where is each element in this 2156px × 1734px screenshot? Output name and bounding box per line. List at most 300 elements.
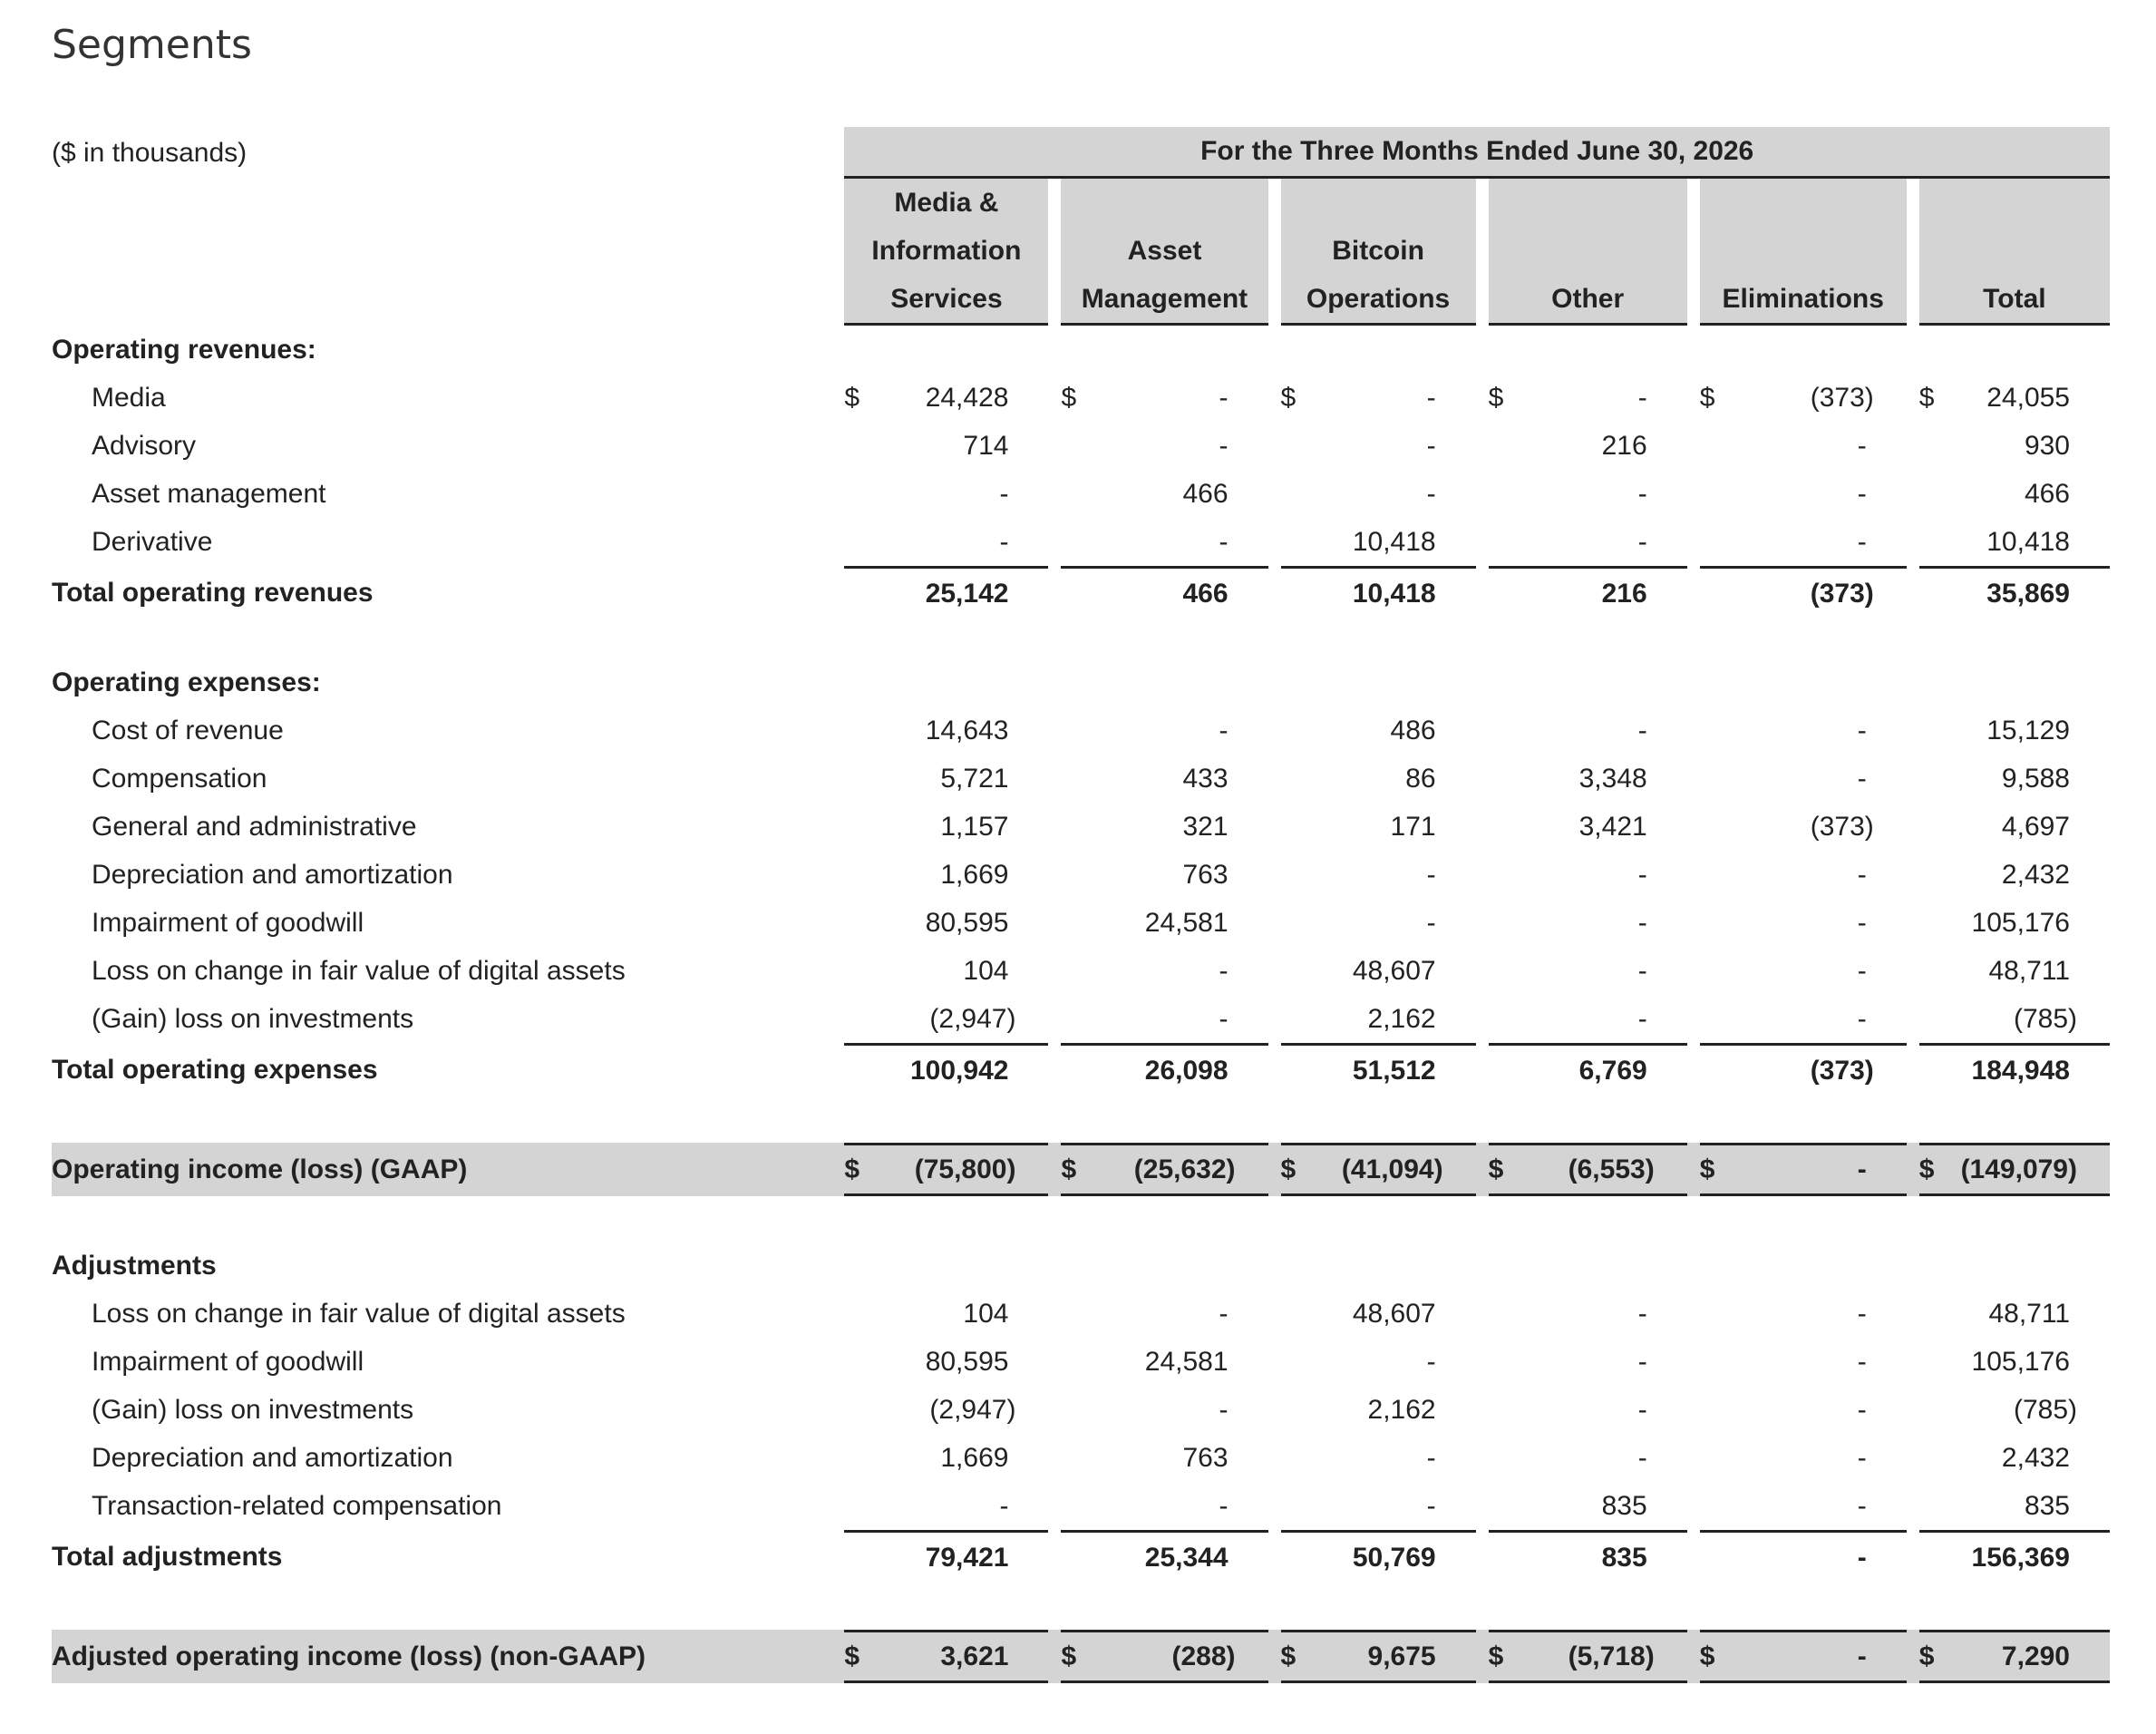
value-total: 2,432 bbox=[2001, 859, 2070, 890]
value-asset: 466 bbox=[1079, 566, 1267, 619]
currency-symbol bbox=[1919, 1530, 1937, 1583]
column-header-asset bbox=[1061, 179, 1267, 326]
value-other: 6,769 bbox=[1507, 1043, 1687, 1096]
value-asset: 24,581 bbox=[1144, 1346, 1229, 1377]
value-total bbox=[1937, 1583, 2110, 1630]
value-media bbox=[862, 658, 1048, 706]
column-header-other bbox=[1489, 179, 1687, 326]
currency-symbol bbox=[1061, 899, 1079, 947]
value-media: 80,595 bbox=[925, 907, 1009, 938]
table-row bbox=[52, 1338, 2110, 1386]
value-media: 80,595 bbox=[925, 1346, 1009, 1377]
segments-table bbox=[52, 127, 2110, 1683]
section-heading bbox=[52, 1242, 2110, 1290]
page-title: Segments bbox=[52, 22, 252, 68]
value-media: - bbox=[999, 1490, 1009, 1521]
currency-symbol bbox=[1061, 803, 1079, 851]
currency-symbol bbox=[1281, 1096, 1299, 1143]
value-media: 1,157 bbox=[940, 811, 1009, 842]
table-row bbox=[52, 374, 2110, 422]
value-bitcoin: 10,418 bbox=[1299, 566, 1476, 619]
row-label bbox=[52, 1196, 844, 1242]
currency-symbol bbox=[1489, 1290, 1507, 1338]
value-asset: - bbox=[1219, 1490, 1229, 1521]
value-elim bbox=[1718, 326, 1907, 374]
value-total: 184,948 bbox=[1937, 1043, 2110, 1096]
value-total: 4,697 bbox=[2001, 811, 2070, 842]
currency-symbol bbox=[1700, 1242, 1718, 1290]
value-total: 15,129 bbox=[1986, 715, 2070, 745]
column-header-elim bbox=[1700, 179, 1907, 326]
value-total: 105,176 bbox=[1971, 907, 2070, 938]
value-elim: - bbox=[1857, 1490, 1867, 1521]
currency-symbol bbox=[1061, 1096, 1079, 1143]
currency-symbol bbox=[1919, 470, 1937, 518]
value-media: (2,947) bbox=[929, 1394, 1016, 1425]
currency-symbol bbox=[1281, 995, 1299, 1043]
value-asset: (25,632) bbox=[1079, 1143, 1267, 1196]
currency-symbol bbox=[1700, 518, 1718, 566]
value-asset bbox=[1079, 1242, 1267, 1290]
currency-symbol bbox=[1919, 422, 1937, 470]
currency-symbol: $ bbox=[1919, 1630, 1937, 1683]
currency-symbol bbox=[1489, 995, 1507, 1043]
value-asset: 763 bbox=[1182, 1442, 1229, 1473]
currency-symbol bbox=[1281, 1583, 1299, 1630]
currency-symbol: $ bbox=[1919, 1143, 1937, 1196]
value-elim: - bbox=[1857, 955, 1867, 986]
highlight-row bbox=[52, 1143, 2110, 1196]
value-bitcoin: 86 bbox=[1405, 763, 1436, 794]
value-bitcoin bbox=[1299, 1242, 1476, 1290]
row-label bbox=[52, 619, 844, 658]
total-row bbox=[52, 1530, 2110, 1583]
value-total: 9,588 bbox=[2001, 763, 2070, 794]
value-elim: (373) bbox=[1718, 1043, 1907, 1096]
column-header-line: Asset bbox=[1127, 236, 1202, 266]
value-bitcoin: - bbox=[1426, 430, 1436, 461]
value-media: 104 bbox=[963, 1298, 1009, 1329]
value-elim: - bbox=[1857, 859, 1867, 890]
value-elim: - bbox=[1857, 1298, 1867, 1329]
currency-symbol: $ bbox=[1488, 382, 1504, 413]
value-total bbox=[1937, 326, 2110, 374]
currency-symbol: $ bbox=[844, 1630, 862, 1683]
value-media: 5,721 bbox=[940, 763, 1009, 794]
row-label: Advisory bbox=[92, 430, 197, 461]
currency-symbol bbox=[1281, 947, 1299, 995]
value-elim: - bbox=[1857, 478, 1867, 509]
currency-symbol bbox=[1700, 1482, 1718, 1530]
value-total: 7,290 bbox=[1937, 1630, 2110, 1683]
currency-symbol bbox=[1700, 1434, 1718, 1482]
currency-symbol bbox=[844, 518, 862, 566]
currency-symbol bbox=[844, 470, 862, 518]
spacer-row bbox=[52, 1196, 2110, 1242]
value-asset: 321 bbox=[1182, 811, 1229, 842]
value-total: 156,369 bbox=[1937, 1530, 2110, 1583]
row-label: Derivative bbox=[92, 526, 213, 557]
value-elim: - bbox=[1857, 763, 1867, 794]
currency-symbol bbox=[1700, 658, 1718, 706]
value-asset: 25,344 bbox=[1079, 1530, 1267, 1583]
value-asset: - bbox=[1219, 715, 1229, 745]
value-asset: (288) bbox=[1079, 1630, 1267, 1683]
currency-symbol bbox=[1919, 1043, 1937, 1096]
currency-symbol bbox=[1489, 566, 1507, 619]
currency-symbol bbox=[1489, 755, 1507, 803]
row-label bbox=[52, 1583, 844, 1630]
column-header-line: Media & bbox=[894, 188, 999, 218]
currency-symbol bbox=[1919, 851, 1937, 899]
value-media: 1,669 bbox=[940, 859, 1009, 890]
value-asset bbox=[1079, 1096, 1267, 1143]
value-elim: (373) bbox=[1810, 382, 1874, 413]
value-media: 24,428 bbox=[925, 382, 1009, 413]
table-row bbox=[52, 422, 2110, 470]
currency-symbol bbox=[844, 1290, 862, 1338]
value-other: (5,718) bbox=[1507, 1630, 1687, 1683]
currency-symbol bbox=[1489, 1196, 1507, 1242]
value-other: (6,553) bbox=[1507, 1143, 1687, 1196]
value-other: - bbox=[1637, 382, 1647, 413]
currency-symbol: $ bbox=[1281, 1143, 1299, 1196]
currency-symbol bbox=[844, 947, 862, 995]
value-elim: - bbox=[1857, 1003, 1867, 1034]
value-asset bbox=[1079, 658, 1267, 706]
units-label: ($ in thousands) bbox=[52, 137, 248, 168]
value-media bbox=[862, 1242, 1048, 1290]
value-other: - bbox=[1637, 859, 1647, 890]
value-elim: - bbox=[1857, 1394, 1867, 1425]
currency-symbol bbox=[1919, 755, 1937, 803]
table-row bbox=[52, 518, 2110, 566]
currency-symbol bbox=[1489, 1482, 1507, 1530]
value-elim: - bbox=[1857, 526, 1867, 557]
column-header-line bbox=[1919, 179, 2110, 227]
value-elim: - bbox=[1718, 1630, 1907, 1683]
currency-symbol bbox=[1919, 566, 1937, 619]
value-bitcoin bbox=[1299, 658, 1476, 706]
currency-symbol bbox=[1919, 706, 1937, 755]
row-label: Total adjustments bbox=[52, 1541, 283, 1572]
currency-symbol bbox=[1061, 947, 1079, 995]
value-bitcoin: 10,418 bbox=[1352, 526, 1436, 557]
currency-symbol bbox=[1919, 995, 1937, 1043]
currency-symbol bbox=[1700, 1196, 1718, 1242]
currency-symbol bbox=[844, 1196, 862, 1242]
currency-symbol bbox=[1061, 755, 1079, 803]
row-label: Operating revenues: bbox=[52, 334, 316, 365]
value-asset: 24,581 bbox=[1144, 907, 1229, 938]
currency-symbol bbox=[1700, 706, 1718, 755]
currency-symbol bbox=[1700, 755, 1718, 803]
currency-symbol bbox=[1061, 1196, 1079, 1242]
value-other: - bbox=[1637, 526, 1647, 557]
value-other: - bbox=[1637, 1394, 1647, 1425]
table-row bbox=[52, 803, 2110, 851]
currency-symbol bbox=[844, 1242, 862, 1290]
row-label: General and administrative bbox=[92, 811, 417, 842]
currency-symbol bbox=[1061, 1434, 1079, 1482]
value-other: 216 bbox=[1507, 566, 1687, 619]
value-asset: - bbox=[1219, 382, 1229, 413]
currency-symbol bbox=[1489, 470, 1507, 518]
currency-symbol bbox=[1919, 518, 1937, 566]
value-bitcoin: 486 bbox=[1390, 715, 1436, 745]
currency-symbol bbox=[1281, 658, 1299, 706]
currency-symbol bbox=[844, 706, 862, 755]
currency-symbol bbox=[1919, 658, 1937, 706]
value-bitcoin: - bbox=[1426, 478, 1436, 509]
value-other bbox=[1507, 658, 1687, 706]
value-other bbox=[1507, 1242, 1687, 1290]
currency-symbol bbox=[1281, 1434, 1299, 1482]
currency-symbol bbox=[1061, 326, 1079, 374]
currency-symbol bbox=[1061, 658, 1079, 706]
value-media bbox=[862, 1583, 1048, 1630]
value-other: - bbox=[1637, 1003, 1647, 1034]
value-bitcoin bbox=[1299, 619, 1476, 658]
highlight-row bbox=[52, 1630, 2110, 1683]
currency-symbol: $ bbox=[1489, 1630, 1507, 1683]
currency-symbol bbox=[1061, 1242, 1079, 1290]
value-media bbox=[862, 1096, 1048, 1143]
currency-symbol bbox=[1700, 995, 1718, 1043]
currency-symbol bbox=[1281, 706, 1299, 755]
currency-symbol bbox=[1919, 1338, 1937, 1386]
row-label bbox=[52, 1096, 844, 1143]
currency-symbol bbox=[1281, 1338, 1299, 1386]
value-total: 2,432 bbox=[2001, 1442, 2070, 1473]
value-asset: 26,098 bbox=[1079, 1043, 1267, 1096]
column-header-total bbox=[1919, 179, 2110, 326]
row-label: Operating income (loss) (GAAP) bbox=[52, 1143, 844, 1196]
currency-symbol bbox=[1281, 1290, 1299, 1338]
value-media: 100,942 bbox=[862, 1043, 1048, 1096]
value-other: - bbox=[1637, 715, 1647, 745]
value-total: 10,418 bbox=[1986, 526, 2070, 557]
column-header-line: Operations bbox=[1306, 284, 1451, 314]
currency-symbol: $ bbox=[844, 382, 860, 413]
currency-symbol bbox=[1700, 566, 1718, 619]
currency-symbol bbox=[844, 1583, 862, 1630]
table-row bbox=[52, 1290, 2110, 1338]
value-asset: - bbox=[1219, 430, 1229, 461]
currency-symbol: $ bbox=[1918, 382, 1935, 413]
value-asset: - bbox=[1219, 1298, 1229, 1329]
value-bitcoin: - bbox=[1426, 382, 1436, 413]
value-bitcoin: - bbox=[1426, 1346, 1436, 1377]
currency-symbol bbox=[1489, 1583, 1507, 1630]
column-header-line: Management bbox=[1081, 284, 1248, 314]
column-header-line: Other bbox=[1551, 284, 1625, 314]
currency-symbol bbox=[1489, 1434, 1507, 1482]
value-elim: - bbox=[1857, 715, 1867, 745]
value-media: 79,421 bbox=[862, 1530, 1048, 1583]
value-other: - bbox=[1637, 1442, 1647, 1473]
section-heading bbox=[52, 658, 2110, 706]
value-asset: - bbox=[1219, 1394, 1229, 1425]
value-bitcoin: (41,094) bbox=[1299, 1143, 1476, 1196]
value-media: 3,621 bbox=[862, 1630, 1048, 1683]
value-bitcoin bbox=[1299, 1583, 1476, 1630]
value-asset bbox=[1079, 326, 1267, 374]
column-header-line bbox=[1281, 179, 1476, 227]
currency-symbol bbox=[844, 1338, 862, 1386]
value-bitcoin: - bbox=[1426, 907, 1436, 938]
currency-symbol: $ bbox=[1489, 1143, 1507, 1196]
value-media: - bbox=[999, 478, 1009, 509]
value-total bbox=[1937, 658, 2110, 706]
column-header-line: Services bbox=[890, 284, 1003, 314]
currency-symbol: $ bbox=[1061, 1143, 1079, 1196]
value-other: 216 bbox=[1601, 430, 1647, 461]
value-bitcoin: - bbox=[1426, 1442, 1436, 1473]
currency-symbol bbox=[1700, 803, 1718, 851]
value-media: - bbox=[999, 526, 1009, 557]
row-label: Media bbox=[92, 382, 166, 413]
table-row bbox=[52, 470, 2110, 518]
currency-symbol bbox=[1061, 995, 1079, 1043]
currency-symbol bbox=[1489, 851, 1507, 899]
currency-symbol bbox=[1489, 706, 1507, 755]
currency-symbol bbox=[1281, 755, 1299, 803]
currency-symbol bbox=[1061, 422, 1079, 470]
value-total: (785) bbox=[2013, 1394, 2077, 1425]
column-header-line bbox=[1700, 179, 1907, 227]
currency-symbol bbox=[1281, 851, 1299, 899]
spacer-row bbox=[52, 1583, 2110, 1630]
currency-symbol bbox=[1489, 326, 1507, 374]
currency-symbol bbox=[1281, 1196, 1299, 1242]
value-other bbox=[1507, 1583, 1687, 1630]
table-row bbox=[52, 755, 2110, 803]
value-other bbox=[1507, 326, 1687, 374]
currency-symbol bbox=[844, 658, 862, 706]
currency-symbol bbox=[1061, 619, 1079, 658]
value-total: 466 bbox=[2024, 478, 2070, 509]
currency-symbol bbox=[844, 851, 862, 899]
currency-symbol bbox=[1061, 706, 1079, 755]
currency-symbol bbox=[844, 1530, 862, 1583]
value-total: 930 bbox=[2024, 430, 2070, 461]
currency-symbol bbox=[1281, 1242, 1299, 1290]
currency-symbol bbox=[1700, 619, 1718, 658]
value-bitcoin: 2,162 bbox=[1367, 1003, 1436, 1034]
value-total bbox=[1937, 1096, 2110, 1143]
section-heading bbox=[52, 326, 2110, 374]
period-header: For the Three Months Ended June 30, 2026 bbox=[844, 127, 2110, 179]
currency-symbol bbox=[1919, 803, 1937, 851]
column-header-media bbox=[844, 179, 1048, 326]
value-total: (149,079) bbox=[1937, 1143, 2110, 1196]
value-other bbox=[1507, 1196, 1687, 1242]
currency-symbol bbox=[1489, 899, 1507, 947]
currency-symbol bbox=[1700, 899, 1718, 947]
currency-symbol bbox=[1489, 947, 1507, 995]
row-label: (Gain) loss on investments bbox=[92, 1394, 414, 1425]
value-asset: - bbox=[1219, 955, 1229, 986]
value-asset: 433 bbox=[1182, 763, 1229, 794]
row-label: Loss on change in fair value of digital assets bbox=[92, 955, 626, 986]
spacer-row bbox=[52, 619, 2110, 658]
currency-symbol bbox=[1919, 947, 1937, 995]
currency-symbol bbox=[1919, 1242, 1937, 1290]
table-row bbox=[52, 947, 2110, 995]
row-label: Impairment of goodwill bbox=[92, 907, 364, 938]
table-row bbox=[52, 899, 2110, 947]
column-header-bitcoin bbox=[1281, 179, 1476, 326]
row-label: Impairment of goodwill bbox=[92, 1346, 364, 1377]
currency-symbol bbox=[844, 995, 862, 1043]
value-media: 25,142 bbox=[862, 566, 1048, 619]
currency-symbol bbox=[1700, 326, 1718, 374]
value-elim bbox=[1718, 1196, 1907, 1242]
table-row bbox=[52, 1482, 2110, 1530]
value-bitcoin bbox=[1299, 326, 1476, 374]
value-media: 104 bbox=[963, 955, 1009, 986]
currency-symbol bbox=[1489, 1043, 1507, 1096]
value-total bbox=[1937, 1196, 2110, 1242]
currency-symbol bbox=[1281, 803, 1299, 851]
value-media bbox=[862, 619, 1048, 658]
table-row bbox=[52, 1434, 2110, 1482]
currency-symbol bbox=[1489, 422, 1507, 470]
value-total: (785) bbox=[2013, 1003, 2077, 1034]
value-total: 48,711 bbox=[1988, 1298, 2070, 1329]
currency-symbol bbox=[1489, 1242, 1507, 1290]
currency-symbol bbox=[1700, 1338, 1718, 1386]
row-label: Cost of revenue bbox=[92, 715, 284, 745]
value-other bbox=[1507, 619, 1687, 658]
currency-symbol bbox=[1919, 1434, 1937, 1482]
value-elim bbox=[1718, 1242, 1907, 1290]
value-other bbox=[1507, 1096, 1687, 1143]
column-header-line: Information bbox=[871, 236, 1022, 266]
value-media: (75,800) bbox=[862, 1143, 1048, 1196]
currency-symbol bbox=[1061, 470, 1079, 518]
value-bitcoin: 48,607 bbox=[1352, 955, 1436, 986]
currency-symbol bbox=[1700, 1043, 1718, 1096]
currency-symbol bbox=[1919, 1583, 1937, 1630]
value-asset: 466 bbox=[1182, 478, 1229, 509]
value-bitcoin bbox=[1299, 1096, 1476, 1143]
currency-symbol bbox=[1489, 1386, 1507, 1434]
value-media: (2,947) bbox=[929, 1003, 1016, 1034]
value-total: 835 bbox=[2024, 1490, 2070, 1521]
value-elim: - bbox=[1857, 1442, 1867, 1473]
value-total: 48,711 bbox=[1988, 955, 2070, 986]
value-bitcoin: 2,162 bbox=[1367, 1394, 1436, 1425]
currency-symbol: $ bbox=[1700, 1630, 1718, 1683]
value-other: - bbox=[1637, 955, 1647, 986]
row-label: Total operating expenses bbox=[52, 1054, 378, 1085]
value-other: - bbox=[1637, 1298, 1647, 1329]
currency-symbol bbox=[1281, 1386, 1299, 1434]
column-header-line bbox=[1919, 227, 2110, 275]
currency-symbol bbox=[1061, 1338, 1079, 1386]
value-other: 835 bbox=[1507, 1530, 1687, 1583]
currency-symbol bbox=[1281, 1482, 1299, 1530]
value-bitcoin: 48,607 bbox=[1352, 1298, 1436, 1329]
column-header-line bbox=[1700, 227, 1907, 275]
currency-symbol bbox=[1281, 470, 1299, 518]
value-total: 105,176 bbox=[1971, 1346, 2070, 1377]
table-row bbox=[52, 851, 2110, 899]
value-bitcoin: 9,675 bbox=[1299, 1630, 1476, 1683]
currency-symbol bbox=[1919, 619, 1937, 658]
